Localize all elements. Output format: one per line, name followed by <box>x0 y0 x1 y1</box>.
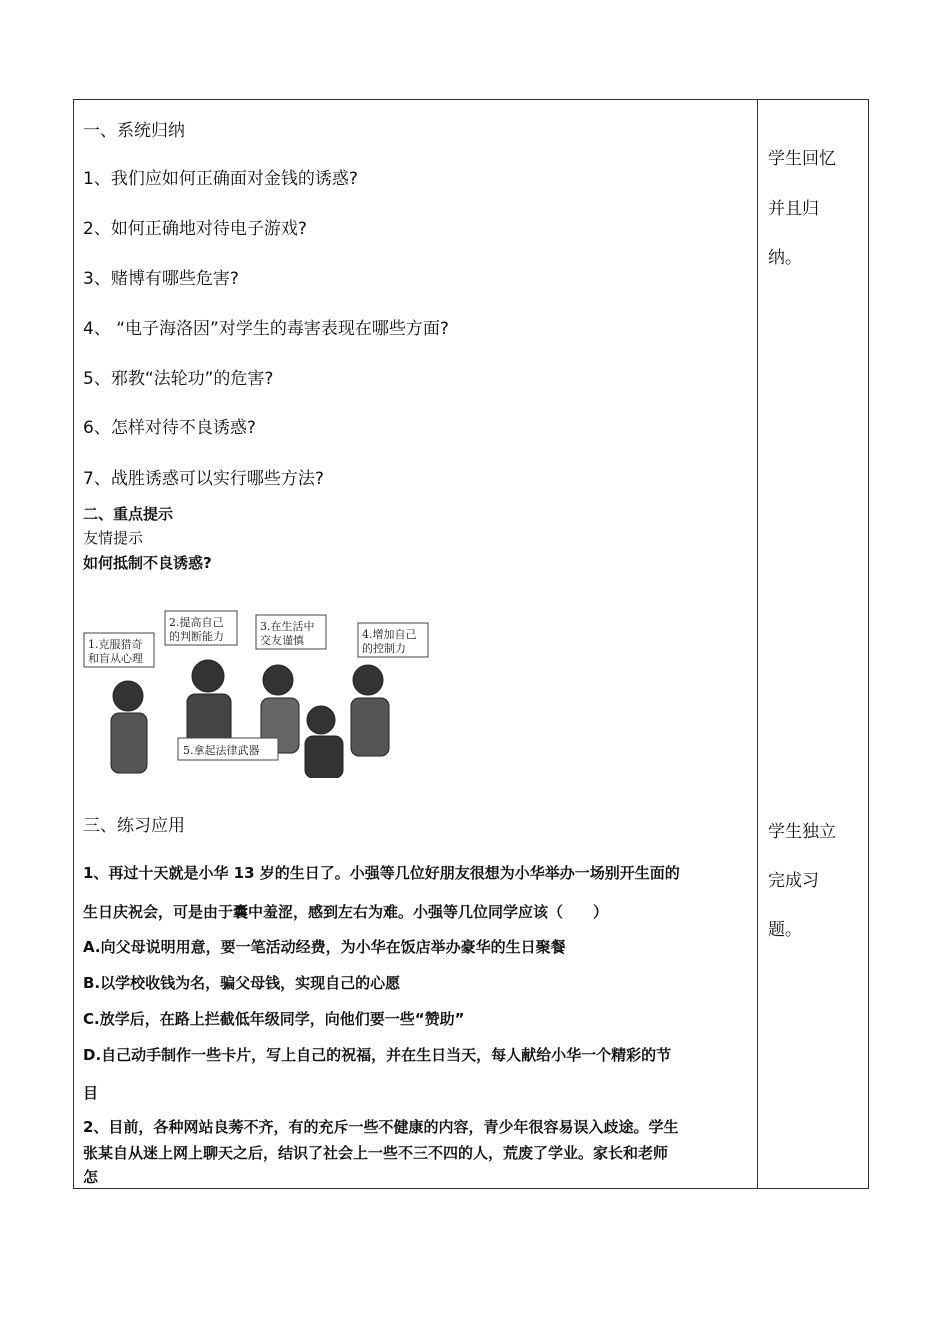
review-question-6: 6、怎样对待不良诱惑? <box>83 418 256 438</box>
review-heading: 一、系统归纳 <box>83 121 185 141</box>
practice-option-b: B.以学校收钱为名，骗父母钱，实现自己的心愿 <box>83 974 401 992</box>
review-question-4: 4、 “电子海洛因”对学生的毒害表现在哪些方面? <box>83 319 449 339</box>
practice-option-c: C.放学后，在路上拦截低年级同学，向他们要一些“赞助” <box>83 1010 465 1028</box>
activity-note-2-line3: 题。 <box>768 920 802 940</box>
activity-note-2-line1: 学生独立 <box>768 822 836 842</box>
key-points-subheading: 友情提示 <box>83 529 144 547</box>
practice-q2-line2: 张某自从迷上网上聊天之后，结识了社会上一些不三不四的人，荒废了学业。家长和老师 <box>83 1144 669 1162</box>
review-question-3: 3、赌博有哪些危害? <box>83 269 239 289</box>
activity-note-1-line3: 纳。 <box>768 248 802 268</box>
illustration-label: 3.在生活中 <box>260 620 315 633</box>
illustration-label: 4.增加自己 <box>362 628 417 641</box>
illustration-label: 和盲从心理 <box>88 652 143 665</box>
practice-q2-line1: 2、目前，各种网站良莠不齐，有的充斥一些不健康的内容，青少年很容易误入歧途。学生 <box>83 1118 679 1136</box>
review-question-2: 2、如何正确地对待电子游戏? <box>83 219 307 239</box>
practice-q1-line2: 生日庆祝会，可是由于囊中羞涩，感到左右为难。小强等几位同学应该（ ） <box>83 903 609 921</box>
illustration-label: 的判断能力 <box>169 630 224 643</box>
illustration-label: 5.拿起法律武器 <box>183 744 260 757</box>
lesson-table <box>73 99 869 1189</box>
activity-cell <box>758 100 869 1189</box>
practice-option-d-line1: D.自己动手制作一些卡片，写上自己的祝福，并在生日当天，每人献给小华一个精彩的节 <box>83 1046 672 1064</box>
illustration-label: 1.克服猎奇 <box>88 638 143 651</box>
resist-temptation-illustration <box>83 608 433 778</box>
illustration-label: 2.提高自己 <box>169 616 224 629</box>
practice-option-d-line2: 目 <box>83 1084 99 1102</box>
practice-q1-line1: 1、再过十天就是小华 13 岁的生日了。小强等几位好朋友很想为小华举办一场别开生面的 <box>83 864 680 882</box>
illustration-label: 的控制力 <box>362 642 406 655</box>
practice-heading: 三、练习应用 <box>83 816 185 836</box>
review-question-7: 7、战胜诱惑可以实行哪些方法? <box>83 469 324 489</box>
activity-note-1-line1: 学生回忆 <box>768 149 836 169</box>
review-question-1: 1、我们应如何正确面对金钱的诱惑? <box>83 169 358 189</box>
content-cell <box>74 100 758 1189</box>
review-question-5: 5、邪教“法轮功”的危害? <box>83 369 274 389</box>
illustration-label: 交友谨慎 <box>260 634 304 647</box>
practice-q2-line3: 怎 <box>83 1168 99 1186</box>
practice-option-a: A.向父母说明用意，要一笔活动经费，为小华在饭店举办豪华的生日聚餐 <box>83 938 566 956</box>
key-points-heading: 二、重点提示 <box>83 505 174 523</box>
activity-note-1-line2: 并且归 <box>768 199 819 219</box>
activity-note-2-line2: 完成习 <box>768 871 819 891</box>
key-points-question: 如何抵制不良诱惑? <box>83 554 212 572</box>
